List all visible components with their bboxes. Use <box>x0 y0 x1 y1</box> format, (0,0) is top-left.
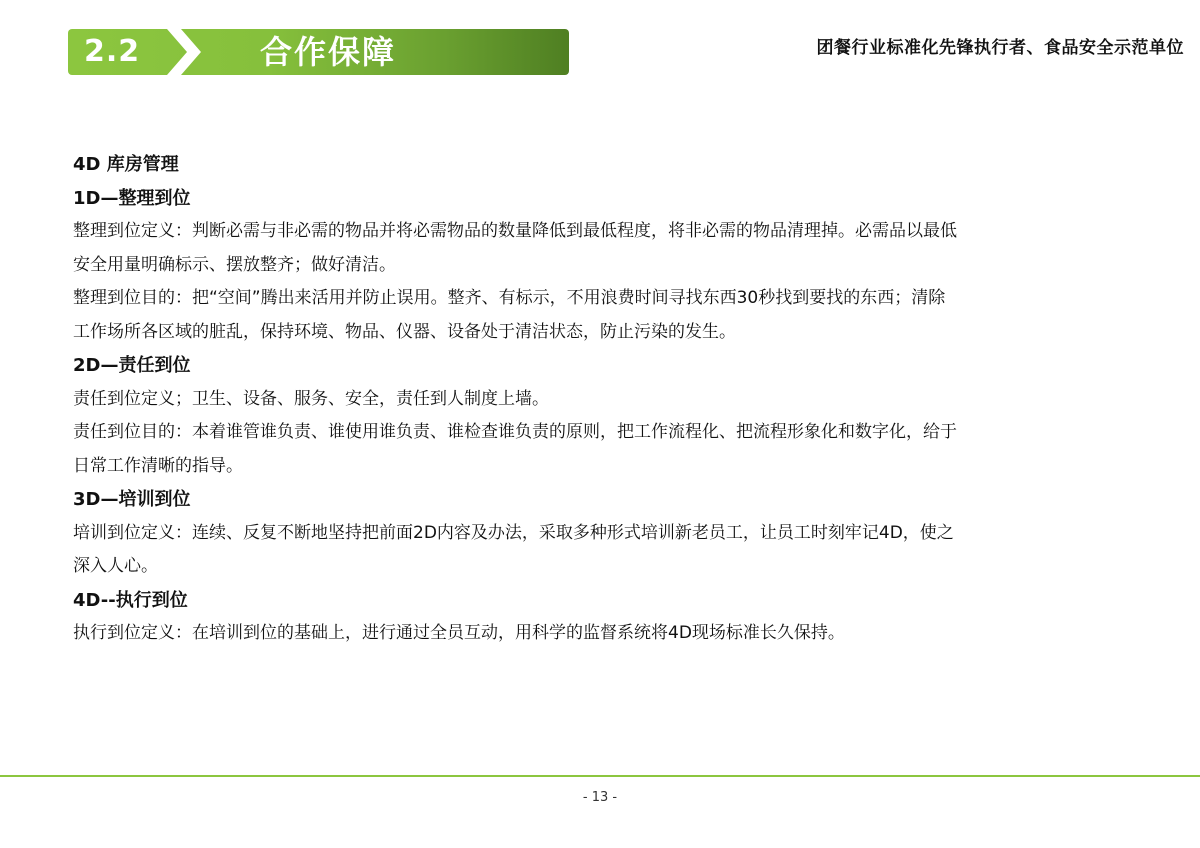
paragraph-line: 整理到位定义：判断必需与非必需的物品并将必需物品的数量降低到最低程度，将非必需的物品清理掉。必需品以最低 <box>73 221 957 241</box>
section-heading: 4D--执行到位 <box>73 589 188 611</box>
section-heading: 3D—培训到位 <box>73 489 191 510</box>
section-heading: 1D—整理到位 <box>73 187 191 209</box>
chevron-right-icon <box>163 29 203 75</box>
document-body <box>73 148 1123 651</box>
paragraph-line: 安全用量明确标示、摆放整齐；做好清洁。 <box>73 254 396 275</box>
section-number: 2.2 <box>84 34 141 69</box>
section-title: 合作保障 <box>260 33 397 71</box>
company-slogan: 团餐行业标准化先锋执行者、食品安全示范单位 <box>816 38 1184 58</box>
paragraph-line: 日常工作清晰的指导。 <box>73 455 243 476</box>
section-heading: 2D—责任到位 <box>73 355 191 376</box>
paragraph-line: 责任到位目的：本着谁管谁负责、谁使用谁负责、谁检查谁负责的原则，把工作流程化、把流程形象化和数字化，给于 <box>73 422 957 442</box>
section-heading: 4D 库房管理 <box>73 154 179 175</box>
footer-divider <box>0 775 1200 777</box>
paragraph-line: 执行到位定义：在培训到位的基础上，进行通过全员互动，用科学的监督系统将4D现场标准长久保持。 <box>73 623 845 643</box>
paragraph-line: 整理到位目的：把“空间”腾出来活用并防止误用。整齐、有标示，不用浪费时间寻找东西30秒找到要找的东西；清除 <box>73 288 946 308</box>
section-banner <box>68 29 569 75</box>
paragraph-line: 责任到位定义；卫生、设备、服务、安全，责任到人制度上墙。 <box>73 388 549 409</box>
page-number: - 13 - <box>582 790 618 805</box>
paragraph-line: 培训到位定义：连续、反复不断地坚持把前面2D内容及办法，采取多种形式培训新老员工，让员工时刻牢记4D，使之 <box>73 522 954 543</box>
paragraph-line: 深入人心。 <box>73 556 158 576</box>
paragraph-line: 工作场所各区域的脏乱，保持环境、物品、仪器、设备处于清洁状态，防止污染的发生。 <box>73 321 736 342</box>
